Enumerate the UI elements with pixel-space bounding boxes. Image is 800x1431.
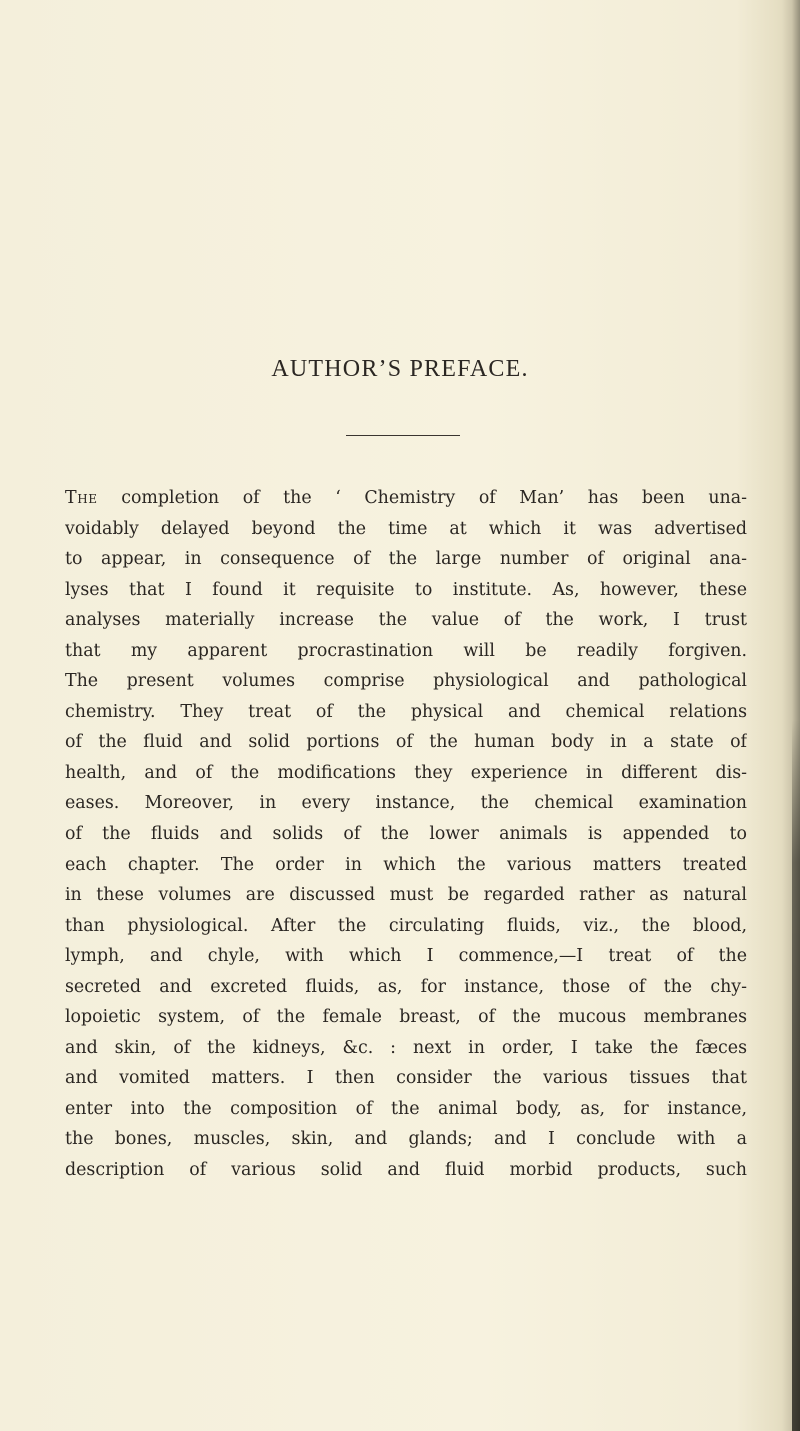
text-line: to appear, in consequence of the large number of original ana- — [65, 549, 747, 570]
text-line: than physiological. After the circulating fluids, viz., the blood, — [65, 915, 747, 936]
text-line: eases. Moreover, in every instance, the chemical examination — [65, 793, 747, 814]
preface-paragraph — [65, 483, 747, 1186]
text-line: lyses that I found it requisite to institute. As, however, these — [65, 579, 747, 600]
text-line: of the fluids and solids of the lower animals is appended to — [65, 824, 747, 845]
text-line: The present volumes comprise physiological and pathological — [65, 671, 747, 692]
text-line: analyses materially increase the value of the work, I trust — [65, 610, 747, 631]
text-line: of the fluid and solid portions of the human body in a state of — [65, 732, 747, 753]
text-line: chemistry. They treat of the physical and chemical relations — [65, 701, 747, 722]
text-line: the bones, muscles, skin, and glands; and I conclude with a — [65, 1129, 747, 1150]
text-line: and vomited matters. I then consider the various tissues that — [65, 1068, 747, 1089]
text-line: secreted and excreted fluids, as, for instance, those of the chy- — [65, 976, 747, 997]
text-line: voidably delayed beyond the time at which it was advertised — [65, 518, 747, 539]
text-line: that my apparent procrastination will be readily forgiven. — [65, 640, 747, 661]
text-line: in these volumes are discussed must be regarded rather as natural — [65, 885, 747, 906]
text-line: lopoietic system, of the female breast, of the mucous membranes — [65, 1007, 747, 1028]
text-line: lymph, and chyle, with which I commence,—I treat of the — [65, 946, 747, 967]
text-line: The completion of the ‘ Chemistry of Man’ has been una- — [65, 488, 747, 508]
text-line: each chapter. The order in which the various matters treated — [65, 854, 747, 875]
page-title: AUTHOR’S PREFACE. — [271, 356, 529, 382]
text-line: and skin, of the kidneys, &c. : next in order, I take the fæces — [65, 1037, 747, 1058]
title-divider — [346, 435, 460, 436]
text-line: enter into the composition of the animal body, as, for instance, — [65, 1098, 747, 1119]
page-edge-binding — [792, 720, 800, 1431]
text-line: health, and of the modifications they experience in different dis- — [65, 762, 747, 783]
opening-word: The — [65, 488, 98, 508]
text-line: description of various solid and fluid morbid products, such — [65, 1160, 747, 1181]
